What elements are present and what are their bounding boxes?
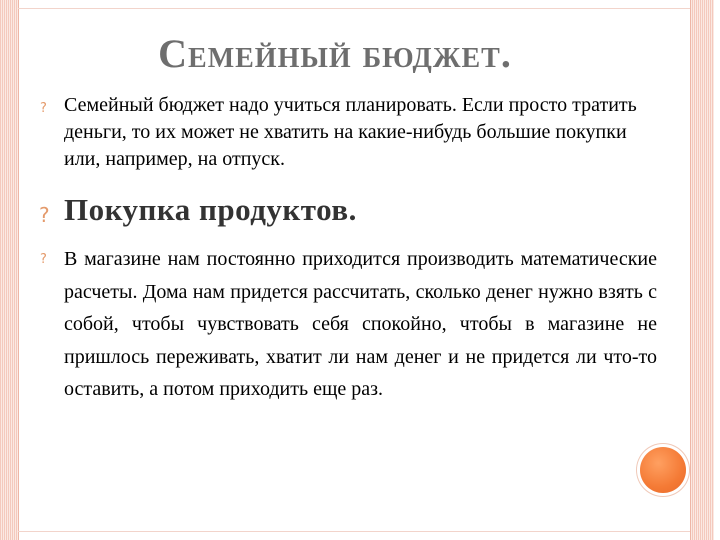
left-decorative-border bbox=[0, 0, 18, 540]
right-border-line bbox=[690, 0, 691, 540]
left-border-line bbox=[18, 0, 19, 540]
bottom-rule bbox=[18, 531, 690, 532]
bullet-icon: ? bbox=[40, 101, 47, 116]
slide-title: Семейный бюджет. bbox=[158, 31, 512, 76]
bullet-icon: ? bbox=[39, 203, 50, 227]
orange-circle-decoration bbox=[640, 447, 686, 493]
top-rule bbox=[18, 8, 690, 9]
right-decorative-border bbox=[690, 0, 714, 540]
paragraph-family-budget: Семейный бюджет надо учиться планировать. Если просто тратить деньги, то их может не хватить на какие-нибудь большие покупки или, например, на отпуск. bbox=[64, 94, 637, 170]
section-heading: Покупка продуктов. bbox=[64, 192, 357, 227]
bullet-icon: ? bbox=[40, 252, 47, 267]
paragraph-shopping: В магазине нам постоянно приходится производить математические расчеты. Дома нам придется рассчитать, сколько денег нужно взять с собой, чтобы чувствовать себя спокойно, чтобы в магазине не пришлось переживать, хватит ли нам денег и не придется ли что-то оставить, а потом приходить еще раз. bbox=[64, 248, 657, 400]
